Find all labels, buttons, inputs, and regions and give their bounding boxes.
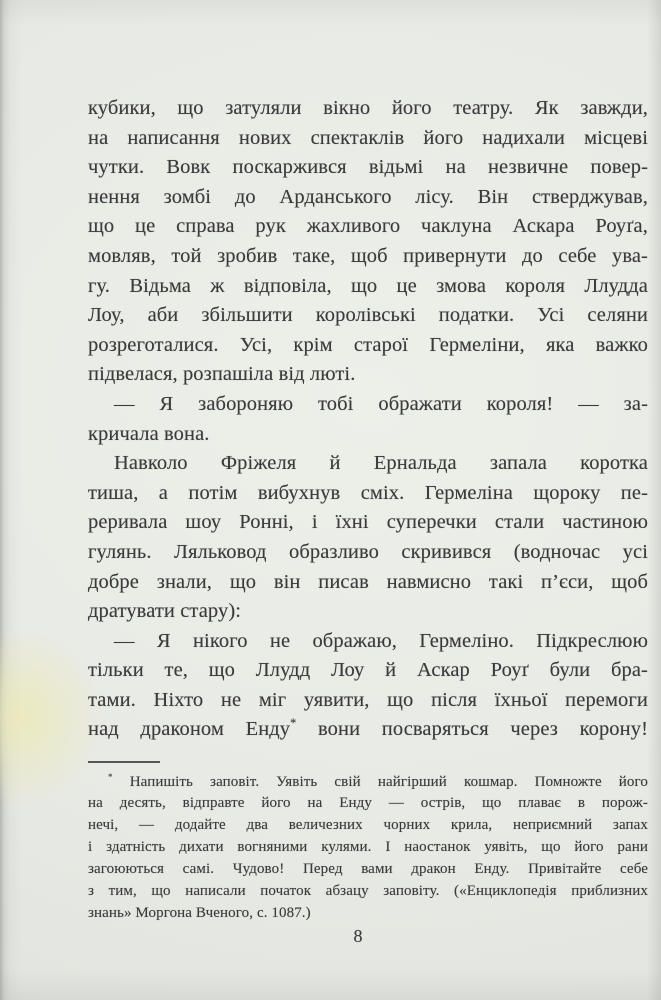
page-number: 8 — [353, 926, 363, 946]
text-line: кубики, що затуляли вікно його театру. Як завжди, — [88, 97, 648, 119]
text-line: кричала вона. — [88, 422, 210, 445]
text-line: гулянь. Ляльковод образливо скривився (водночас усі — [88, 540, 648, 563]
text-line: над драконом Енду* вони посваряться через корону! — [88, 716, 649, 741]
text-line: розреготалися. Усі, крім старої Гермеліни, яка важко — [88, 333, 648, 356]
text-line: мовляв, той зробив таке, щоб привернути до себе ува- — [88, 244, 648, 267]
paragraph — [88, 627, 648, 745]
text-line: тами. Ніхто не міг уявити, що після їхньої перемоги — [88, 688, 648, 711]
paragraph — [88, 94, 648, 390]
text-line: Лоу, аби збільшити королівські податки. Усі селяни — [88, 304, 648, 327]
text-line: на десять, відправте його на Енду — острів, що плаває в порож- — [88, 795, 648, 812]
text-line: — Я забороняю тобі ображати короля! — за- — [114, 392, 648, 415]
text-line: Навколо Фріжеля й Ернальда запала коротка — [114, 452, 648, 475]
text-line: * Напишіть заповіт. Уявіть свій найгірший кошмар. Помножте його — [108, 771, 648, 790]
text-line: тільки те, що Ллудд Лоу й Аскар Роуґ були бра- — [88, 659, 648, 682]
text-line: і здатність дихати вогняними кулями. І наостанок уявіть, що його рани — [88, 839, 648, 856]
text-line: на написання нових спектаклів його надихали місцеві — [88, 126, 648, 149]
paragraph — [88, 390, 648, 449]
text-line: що це справа рук жахливого чаклуна Аскара Роуґа, — [88, 215, 648, 238]
text-line: — Я нікого не ображаю, Гермеліно. Підкреслюю — [114, 629, 648, 652]
text-line: реривала шоу Ронні, і їхні суперечки стали частиною — [88, 511, 648, 534]
text-line: тиша, а потім вибухнув сміх. Гермеліна щороку пе- — [88, 481, 648, 504]
text-line: нечі, — додайте два величезних чорних крила, неприємний запах — [88, 817, 648, 834]
text-block — [88, 94, 648, 925]
footnote-marker: * — [108, 771, 113, 782]
text-line: знань» Моргона Вченого, с. 1087.) — [88, 905, 311, 921]
paragraph — [88, 449, 648, 627]
text-line: дратувати стару): — [88, 600, 242, 623]
text-line: чутки. Вовк поскаржився відьмі на незвичне повер- — [88, 156, 648, 179]
footnote-marker: * — [290, 716, 297, 731]
text-line: нення зомбі до Арданського лісу. Він стверджував, — [88, 185, 648, 208]
text-line: підвелася, розпашіла від люті. — [88, 363, 356, 386]
text-line: добре знали, що він писав навмисно такі п’єси, щоб — [88, 570, 648, 593]
footnote-divider — [88, 761, 160, 763]
text-line: гу. Відьма ж відповіла, що це змова короля Ллудда — [88, 274, 648, 297]
text-line: загоюються самі. Чудово! Перед вами дракон Енду. Привітайте себе — [88, 861, 648, 878]
footnote-text — [88, 772, 648, 925]
body-text — [88, 94, 648, 745]
text-line: з тим, що написали початок абзацу заповіту. («Енциклопедія приблизних — [88, 883, 648, 900]
